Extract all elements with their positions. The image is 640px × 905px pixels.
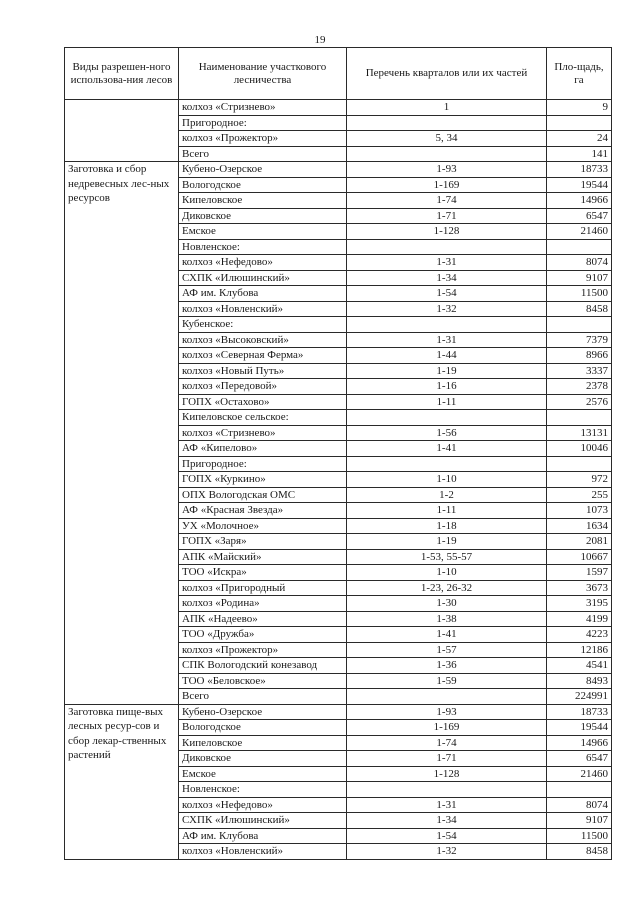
quarters-cell: 1-19 <box>347 534 547 550</box>
quarters-cell: 5, 34 <box>347 131 547 147</box>
forestry-name-cell: Пригородное: <box>179 456 347 472</box>
table-row <box>65 162 612 178</box>
forestry-name-cell: ГОПХ «Остахово» <box>179 394 347 410</box>
quarters-cell: 1-16 <box>347 379 547 395</box>
area-cell: 255 <box>547 487 612 503</box>
forestry-name-cell: колхоз «Стризнево» <box>179 100 347 116</box>
forestry-name-cell: СПК Вологодский конезавод <box>179 658 347 674</box>
area-cell: 141 <box>547 146 612 162</box>
quarters-cell: 1-56 <box>347 425 547 441</box>
forestry-name-cell: колхоз «Пригородный <box>179 580 347 596</box>
quarters-cell: 1-57 <box>347 642 547 658</box>
area-cell: 14966 <box>547 735 612 751</box>
quarters-cell: 1-93 <box>347 704 547 720</box>
quarters-cell: 1-128 <box>347 766 547 782</box>
forestry-name-cell: Вологодское <box>179 720 347 736</box>
quarters-cell: 1-34 <box>347 813 547 829</box>
quarters-cell: 1-34 <box>347 270 547 286</box>
quarters-cell: 1-41 <box>347 627 547 643</box>
forestry-name-cell: ТОО «Искра» <box>179 565 347 581</box>
area-cell <box>547 782 612 798</box>
forestry-name-cell: Вологодское <box>179 177 347 193</box>
area-cell: 3673 <box>547 580 612 596</box>
area-cell: 19544 <box>547 177 612 193</box>
area-cell: 9 <box>547 100 612 116</box>
forestry-name-cell: Новленское: <box>179 239 347 255</box>
forestry-name-cell: УХ «Молочное» <box>179 518 347 534</box>
area-cell: 3195 <box>547 596 612 612</box>
area-cell: 24 <box>547 131 612 147</box>
forestry-name-cell: колхоз «Передовой» <box>179 379 347 395</box>
use-kind-cell <box>65 100 179 162</box>
quarters-cell: 1-53, 55-57 <box>347 549 547 565</box>
area-cell: 4223 <box>547 627 612 643</box>
quarters-cell: 1-71 <box>347 208 547 224</box>
area-cell: 18733 <box>547 704 612 720</box>
area-cell: 18733 <box>547 162 612 178</box>
quarters-cell <box>347 689 547 705</box>
area-cell: 2378 <box>547 379 612 395</box>
quarters-cell: 1-59 <box>347 673 547 689</box>
forestry-name-cell: АФ им. Клубова <box>179 828 347 844</box>
forestry-name-cell: АФ «Кипелово» <box>179 441 347 457</box>
quarters-cell: 1-30 <box>347 596 547 612</box>
area-cell: 21460 <box>547 766 612 782</box>
quarters-cell: 1-169 <box>347 720 547 736</box>
forestry-name-cell: ТОО «Дружба» <box>179 627 347 643</box>
forestry-name-cell: колхоз «Прожектор» <box>179 131 347 147</box>
area-cell: 8493 <box>547 673 612 689</box>
forestry-name-cell: Емское <box>179 224 347 240</box>
forestry-name-cell: Кипеловское <box>179 735 347 751</box>
quarters-cell <box>347 410 547 426</box>
area-cell: 972 <box>547 472 612 488</box>
area-cell: 1634 <box>547 518 612 534</box>
quarters-cell: 1-10 <box>347 472 547 488</box>
area-cell: 9107 <box>547 270 612 286</box>
area-cell <box>547 115 612 131</box>
quarters-cell: 1-23, 26-32 <box>347 580 547 596</box>
table-header-row <box>65 48 612 100</box>
quarters-cell: 1 <box>347 100 547 116</box>
area-cell: 8074 <box>547 797 612 813</box>
forestry-name-cell: колхоз «Новленский» <box>179 301 347 317</box>
area-cell: 6547 <box>547 208 612 224</box>
forestry-name-cell: Всего <box>179 146 347 162</box>
area-cell: 13131 <box>547 425 612 441</box>
forestry-name-cell: Диковское <box>179 208 347 224</box>
area-cell: 9107 <box>547 813 612 829</box>
forestry-name-cell: колхоз «Прожектор» <box>179 642 347 658</box>
forestry-name-cell: Кипеловское сельское: <box>179 410 347 426</box>
area-cell: 12186 <box>547 642 612 658</box>
quarters-cell <box>347 782 547 798</box>
forestry-name-cell: колхоз «Высоковский» <box>179 332 347 348</box>
forestry-name-cell: колхоз «Нефедово» <box>179 255 347 271</box>
area-cell: 2081 <box>547 534 612 550</box>
area-cell: 4541 <box>547 658 612 674</box>
forestry-name-cell: Кубено-Озерское <box>179 162 347 178</box>
forestry-name-cell: АФ им. Клубова <box>179 286 347 302</box>
area-cell: 14966 <box>547 193 612 209</box>
forestry-name-cell: АПК «Надеево» <box>179 611 347 627</box>
forestry-name-cell: ГОПХ «Куркино» <box>179 472 347 488</box>
area-cell: 3337 <box>547 363 612 379</box>
forestry-name-cell: Емское <box>179 766 347 782</box>
forestry-name-cell: Всего <box>179 689 347 705</box>
area-cell: 8458 <box>547 301 612 317</box>
page-number: 19 <box>314 34 326 46</box>
forestry-name-cell: СХПК «Илюшинский» <box>179 813 347 829</box>
quarters-cell: 1-74 <box>347 735 547 751</box>
area-cell <box>547 456 612 472</box>
area-cell: 4199 <box>547 611 612 627</box>
table-body <box>65 100 612 860</box>
area-cell <box>547 410 612 426</box>
area-cell: 11500 <box>547 828 612 844</box>
use-kind-cell: Заготовка пище-вых лесных ресур-сов и сбор лекар-ственных растений <box>65 704 179 859</box>
forestry-name-cell: колхоз «Новый Путь» <box>179 363 347 379</box>
quarters-cell <box>347 115 547 131</box>
quarters-cell: 1-54 <box>347 286 547 302</box>
quarters-cell: 1-31 <box>347 797 547 813</box>
forestry-name-cell: колхоз «Северная Ферма» <box>179 348 347 364</box>
area-cell: 8074 <box>547 255 612 271</box>
area-cell: 8458 <box>547 844 612 860</box>
quarters-cell: 1-2 <box>347 487 547 503</box>
forestry-name-cell: колхоз «Новленский» <box>179 844 347 860</box>
quarters-cell: 1-18 <box>347 518 547 534</box>
quarters-cell: 1-11 <box>347 394 547 410</box>
forestry-name-cell: ОПХ Вологодская ОМС <box>179 487 347 503</box>
header-quarters: Перечень кварталов или их частей <box>347 48 547 100</box>
forestry-name-cell: Новленское: <box>179 782 347 798</box>
quarters-cell: 1-71 <box>347 751 547 767</box>
forestry-name-cell: АФ «Красная Звезда» <box>179 503 347 519</box>
area-cell: 11500 <box>547 286 612 302</box>
forestry-name-cell: Диковское <box>179 751 347 767</box>
area-cell: 19544 <box>547 720 612 736</box>
quarters-cell: 1-10 <box>347 565 547 581</box>
header-use-kind: Виды разрешен-ного использова-ния лесов <box>65 48 179 100</box>
area-cell: 2576 <box>547 394 612 410</box>
forestry-name-cell: Пригородное: <box>179 115 347 131</box>
area-cell: 7379 <box>547 332 612 348</box>
quarters-cell <box>347 146 547 162</box>
forest-use-table <box>64 47 612 860</box>
quarters-cell: 1-169 <box>347 177 547 193</box>
quarters-cell: 1-32 <box>347 301 547 317</box>
quarters-cell: 1-41 <box>347 441 547 457</box>
quarters-cell: 1-19 <box>347 363 547 379</box>
area-cell: 21460 <box>547 224 612 240</box>
quarters-cell: 1-11 <box>347 503 547 519</box>
use-kind-cell: Заготовка и сбор недревесных лес-ных ресурсов <box>65 162 179 705</box>
area-cell: 8966 <box>547 348 612 364</box>
quarters-cell: 1-74 <box>347 193 547 209</box>
forestry-name-cell: колхоз «Нефедово» <box>179 797 347 813</box>
table-row <box>65 704 612 720</box>
forestry-name-cell: АПК «Майский» <box>179 549 347 565</box>
header-forestry-name: Наименование участкового лесничества <box>179 48 347 100</box>
table-row <box>65 100 612 116</box>
area-cell <box>547 239 612 255</box>
forestry-name-cell: ТОО «Беловское» <box>179 673 347 689</box>
forestry-name-cell: колхоз «Родина» <box>179 596 347 612</box>
quarters-cell <box>347 239 547 255</box>
quarters-cell: 1-36 <box>347 658 547 674</box>
area-cell: 1073 <box>547 503 612 519</box>
header-area: Пло-щадь, га <box>547 48 612 100</box>
area-cell <box>547 317 612 333</box>
area-cell: 10046 <box>547 441 612 457</box>
forestry-name-cell: Кубенское: <box>179 317 347 333</box>
quarters-cell: 1-31 <box>347 255 547 271</box>
quarters-cell: 1-44 <box>347 348 547 364</box>
quarters-cell <box>347 456 547 472</box>
quarters-cell: 1-54 <box>347 828 547 844</box>
area-cell: 10667 <box>547 549 612 565</box>
forestry-name-cell: колхоз «Стризнево» <box>179 425 347 441</box>
quarters-cell <box>347 317 547 333</box>
forestry-name-cell: ГОПХ «Заря» <box>179 534 347 550</box>
quarters-cell: 1-93 <box>347 162 547 178</box>
area-cell: 224991 <box>547 689 612 705</box>
quarters-cell: 1-38 <box>347 611 547 627</box>
forestry-name-cell: СХПК «Илюшинский» <box>179 270 347 286</box>
area-cell: 1597 <box>547 565 612 581</box>
quarters-cell: 1-128 <box>347 224 547 240</box>
forestry-name-cell: Кипеловское <box>179 193 347 209</box>
quarters-cell: 1-32 <box>347 844 547 860</box>
quarters-cell: 1-31 <box>347 332 547 348</box>
forestry-name-cell: Кубено-Озерское <box>179 704 347 720</box>
area-cell: 6547 <box>547 751 612 767</box>
